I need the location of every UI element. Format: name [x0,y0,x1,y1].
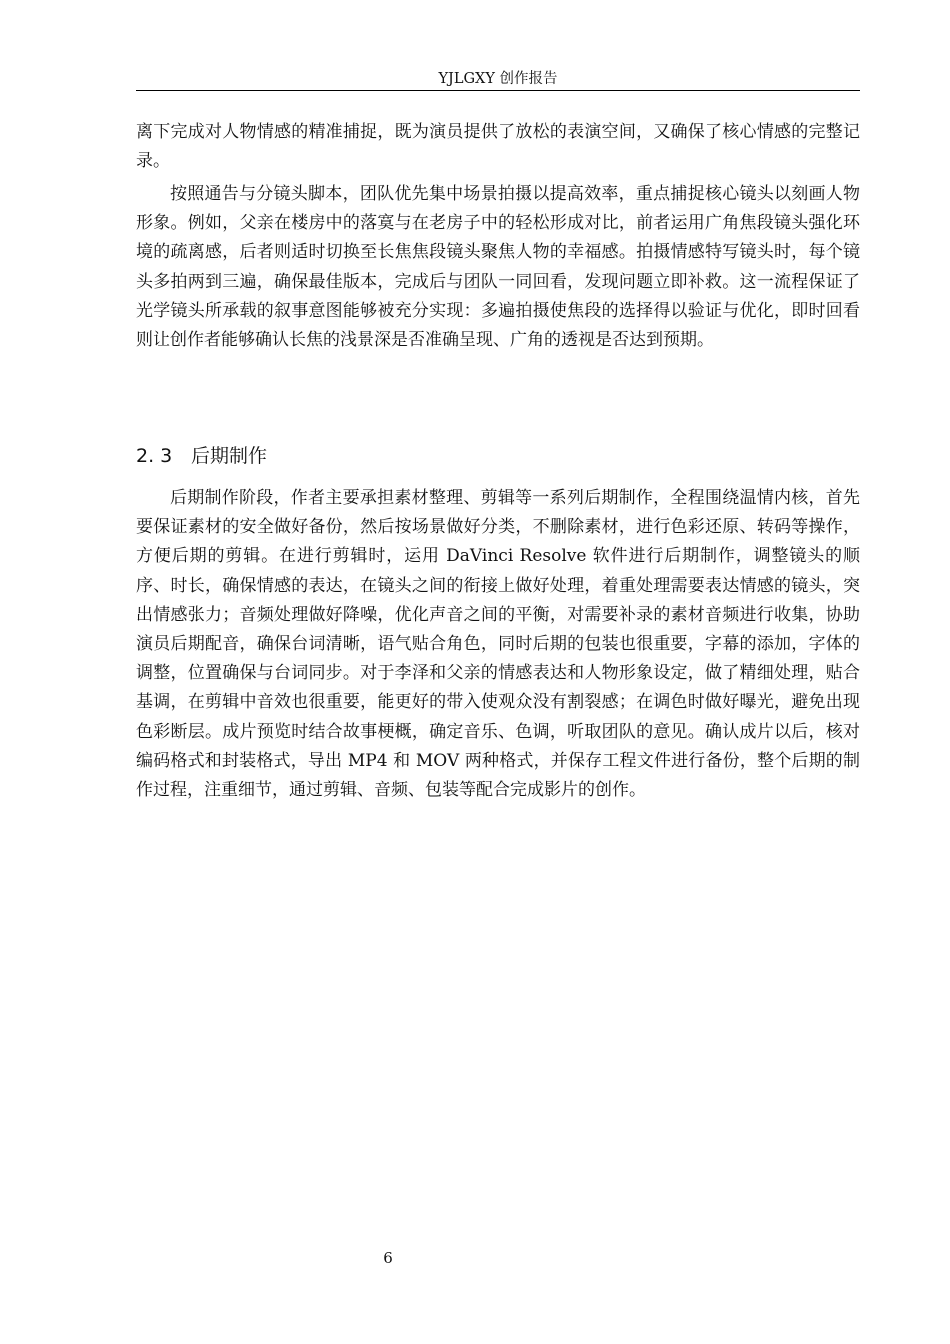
paragraph-text: 按照通告与分镜头脚本，团队优先集中场景拍摄以提高效率，重点捕捉核心镜头以刻画人物形象。例如，父亲在楼房中的落寞与在老房子中的轻松形成对比，前者运用广角焦段镜头强化环境的疏离感，后者则适时切换至长焦焦段镜头聚焦人物的幸福感。拍摄情感特写镜头时，每个镜头多拍两到三遍，确保最佳版本，完成后与团队一同回看，发现问题立即补救。这一流程保证了光学镜头所承载的叙事意图能够被充分实现：多遍拍摄使焦段的选择得以验证与优化，即时回看则让创作者能够确认长焦的浅景深是否准确呈现、广角的透视是否达到预期。 [136,184,860,351]
section-heading [136,444,267,468]
header-divider [136,90,860,91]
section-number: 2. 3 [136,445,173,467]
paragraph-text: 后期制作阶段，作者主要承担素材整理、剪辑等一系列后期制作，全程围绕温情内核，首先要保证素材的安全做好备份，然后按场景做好分类，不删除素材，进行色彩还原、转码等操作，方便后期的剪辑。在进行剪辑时，运用 DaVinci Resolve 软件进行后期制作，调整镜头的顺序、时长，确保情感的表达，在镜头之间的衔接上做好处理，着重处理需要表达情感的镜头，突出情感张力；音频处理做好降噪，优化声音之间的平衡，对需要补录的素材音频进行收集，协助演员后期配音，确保台词清晰，语气贴合角色，同时后期的包装也很重要，字幕的添加，字体的调整，位置确保与台词同步。对于李泽和父亲的情感表达和人物形象设定，做了精细处理，贴合基调，在剪辑中音效也很重要，能更好的带入使观众没有割裂感；在调色时做好曝光，避免出现色彩断层。成片预览时结合故事梗概，确定音乐、色调，听取团队的意见。确认成片以后，核对编码格式和封装格式，导出 MP4 和 MOV 两种格式，并保存工程文件进行备份，整个后期的制作过程，注重细节，通过剪辑、音频、包装等配合完成影片的创作。 [136,488,860,801]
paragraph-text: 离下完成对人物情感的精准捕捉，既为演员提供了放松的表演空间，又确保了核心情感的完整记录。 [136,122,860,172]
paragraph-continuation [136,118,860,176]
section-title: 后期制作 [191,445,268,467]
paragraph-shooting-process [136,180,860,355]
page-header [136,70,860,88]
page-number: 6 [383,1249,393,1267]
paragraph-post-production [136,484,860,805]
header-title: YJLGXY 创作报告 [438,71,558,87]
